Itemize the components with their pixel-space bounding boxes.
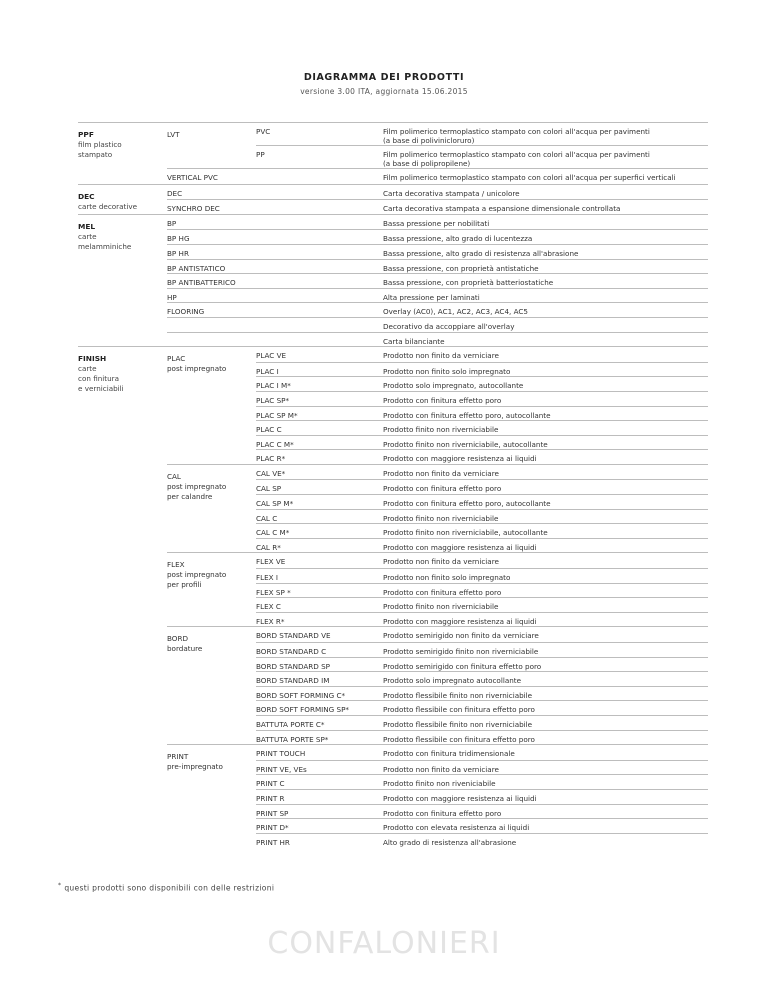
product-name: BORD STANDARD IM: [256, 676, 330, 686]
product-name: PRINT SP: [256, 808, 289, 818]
group-label-line: post impregnato: [167, 364, 227, 374]
description-line: Prodotto con finitura effetto poro: [383, 587, 502, 597]
description-line: Prodotto flessibile con finitura effetto poro: [383, 734, 535, 744]
product-description: [383, 363, 708, 377]
product-name: PLAC I: [256, 366, 279, 376]
table-row: [167, 302, 708, 317]
description-line: Film polimerico termoplastico stampato con colori all'acqua per pavimenti: [383, 150, 650, 159]
table-row: [167, 332, 708, 347]
product-name: [167, 333, 383, 347]
table-row: [256, 597, 708, 612]
description-line: Bassa pressione, alto grado di resistenza all'abrasione: [383, 248, 579, 258]
product-description: [383, 123, 708, 145]
product-description: [383, 716, 708, 730]
group-body: [256, 123, 708, 168]
table-row: [256, 145, 708, 168]
table-row: [256, 435, 708, 450]
section-dec: [78, 184, 708, 214]
group-body: [256, 745, 708, 847]
product-description: [383, 687, 708, 701]
table-row: [256, 479, 708, 494]
description-line: (a base di polipropilene): [383, 159, 471, 168]
group-label-line: PLAC: [167, 354, 186, 364]
description-line: Prodotto con finitura effetto poro, autocollante: [383, 410, 551, 420]
description-line: Prodotto non finito da verniciare: [383, 351, 499, 361]
description-line: Film polimerico termoplastico stampato con colori all'acqua per pavimenti: [383, 127, 650, 136]
product-name: PLAC SP*: [256, 395, 290, 405]
product-description: [383, 790, 708, 804]
group-label-line: bordature: [167, 644, 203, 654]
product-description: [383, 436, 708, 450]
section-subtitle: carte: [78, 231, 97, 241]
group-body: [256, 553, 708, 626]
description-line: Prodotto finito non riverniciabile, autocollante: [383, 439, 548, 449]
product-description: [383, 169, 708, 184]
product-name: FLEX I: [256, 573, 279, 583]
product-name: PVC: [256, 127, 271, 136]
document-header: [0, 72, 768, 96]
product-description: [383, 672, 708, 686]
section-body: [167, 215, 708, 346]
page-subtitle: versione 3.00 ITA, aggiornata 15.06.2015: [300, 87, 468, 96]
product-name: CAL VE*: [256, 468, 286, 478]
table-row: [256, 362, 708, 377]
product-name: PLAC I M*: [256, 381, 291, 391]
product-name: BP ANTISTATICO: [167, 263, 226, 273]
group-label-line: CAL: [167, 471, 181, 481]
product-description: [383, 745, 708, 760]
product-description: [383, 245, 708, 259]
table-row: [256, 686, 708, 701]
product-description: [383, 569, 708, 583]
product-group: [167, 215, 708, 346]
table-row: [256, 804, 708, 819]
table-row: [256, 347, 708, 362]
product-name: PLAC SP M*: [256, 410, 298, 420]
product-description: [383, 761, 708, 775]
description-line: Prodotto non finito da verniciare: [383, 764, 499, 774]
product-name: BORD STANDARD C: [256, 647, 327, 656]
section-body: [167, 185, 708, 214]
product-description: [383, 658, 708, 672]
product-name: FLEX C: [256, 602, 281, 612]
product-description: [383, 347, 708, 362]
table-row: [256, 730, 708, 745]
description-line: Prodotto flessibile finito non riverniciabile: [383, 719, 533, 729]
group-label-line: FLEX: [167, 560, 185, 570]
table-row: [256, 627, 708, 642]
description-line: Decorativo da accoppiare all'overlay: [383, 321, 515, 331]
description-line: Alto grado di resistenza all'abrasione: [383, 837, 517, 847]
product-name: FLEX SP *: [256, 587, 291, 597]
product-name: CAL C: [256, 513, 278, 523]
footnote-mark: *: [58, 882, 62, 889]
table-row: [167, 259, 708, 274]
table-row: [256, 583, 708, 598]
table-row: [167, 215, 708, 230]
product-description: [383, 465, 708, 480]
page-title: DIAGRAMMA DEI PRODOTTI: [303, 72, 465, 83]
group-label: [167, 472, 247, 502]
table-row: [256, 612, 708, 627]
description-line: Prodotto flessibile finito non riverniciabile: [383, 690, 533, 700]
product-name: PLAC VE: [256, 351, 287, 361]
description-line: Prodotto non finito da verniciare: [383, 468, 499, 478]
product-description: [383, 274, 708, 288]
description-line: Prodotto con maggiore resistenza ai liquidi: [383, 793, 537, 803]
table-row: [167, 199, 708, 214]
section-finish: [78, 346, 708, 847]
table-row: [256, 818, 708, 833]
product-group: [167, 168, 708, 184]
description-line: Prodotto con maggiore resistenza ai liquidi: [383, 542, 537, 552]
table-row: [256, 123, 708, 145]
product-description: [383, 834, 708, 848]
table-row: [167, 244, 708, 259]
product-group: [167, 744, 708, 847]
description-line: Prodotto semirigido con finitura effetto poro: [383, 661, 542, 671]
description-line: (a base di polivinicloruro): [383, 136, 475, 145]
table-row: [256, 642, 708, 657]
product-group: [167, 552, 708, 626]
product-name: PRINT C: [256, 779, 285, 789]
description-line: Carta decorativa stampata a espansione dimensionale controllata: [383, 204, 621, 214]
product-description: [383, 731, 708, 745]
table-row: [256, 553, 708, 568]
section-title: MEL: [78, 221, 96, 231]
description-line: Film polimerico termoplastico stampato con colori all'acqua per superfici verticali: [383, 173, 676, 182]
product-name: CAL C M*: [256, 528, 290, 538]
product-description: [383, 289, 708, 303]
product-description: [383, 450, 708, 464]
group-body: [167, 169, 708, 184]
product-description: [383, 643, 708, 657]
group-label: [167, 354, 247, 374]
table-row: [256, 833, 708, 848]
description-line: Prodotto con finitura tridimensionale: [383, 749, 515, 759]
product-name: VERTICAL PVC: [167, 173, 218, 182]
product-description: [383, 392, 708, 406]
product-description: [383, 613, 708, 627]
group-body: [256, 347, 708, 464]
table-row: [256, 715, 708, 730]
section-body: [167, 347, 708, 847]
section-title: DEC: [78, 191, 95, 201]
section-label: [78, 222, 158, 252]
group-body: [167, 185, 708, 214]
product-description: [383, 215, 708, 230]
section-body: [167, 123, 708, 184]
product-description: [383, 377, 708, 391]
product-description: [383, 524, 708, 538]
table-row: [256, 449, 708, 464]
section-ppf: [78, 122, 708, 184]
description-line: Prodotto solo impregnato autocollante: [383, 676, 522, 686]
table-row: [256, 376, 708, 391]
product-description: [383, 539, 708, 553]
section-title: PPF: [78, 130, 94, 139]
group-label-line: BORD: [167, 634, 188, 644]
product-name: HP: [167, 292, 177, 302]
product-description: [383, 584, 708, 598]
product-name: CAL SP M*: [256, 499, 294, 509]
product-description: [383, 230, 708, 244]
table-row: [256, 523, 708, 538]
product-description: [383, 701, 708, 715]
product-name: BP ANTIBATTERICO: [167, 278, 236, 288]
section-subtitle: carte decorative: [78, 201, 138, 211]
product-name: PRINT D*: [256, 823, 289, 833]
section-subtitle: stampato: [78, 150, 113, 159]
section-label: [78, 130, 158, 160]
product-description: [383, 495, 708, 509]
description-line: Prodotto non finito da verniciare: [383, 557, 499, 567]
table-row: [256, 494, 708, 509]
group-label: [167, 560, 247, 590]
product-description: [383, 200, 708, 214]
description-line: Prodotto solo impregnato, autocollante: [383, 381, 524, 391]
product-name: PRINT HR: [256, 837, 290, 847]
product-description: [383, 627, 708, 642]
product-description: [383, 510, 708, 524]
section-subtitle: e verniciabili: [78, 384, 124, 394]
product-description: [383, 598, 708, 612]
table-row: [256, 671, 708, 686]
description-line: Overlay (AC0), AC1, AC2, AC3, AC4, AC5: [383, 307, 528, 317]
product-name: CAL SP: [256, 484, 282, 494]
description-line: Prodotto semirigido finito non riverniciabile: [383, 647, 539, 656]
group-label: [167, 634, 247, 654]
section-subtitle: con finitura: [78, 374, 120, 384]
group-label-line: PRINT: [167, 752, 189, 762]
product-name: DEC: [167, 188, 183, 198]
description-line: Prodotto con maggiore resistenza ai liquidi: [383, 454, 537, 464]
product-name: BP: [167, 218, 177, 228]
table-row: [256, 420, 708, 435]
description-line: Prodotto con finitura effetto poro: [383, 808, 502, 818]
description-line: Prodotto non finito solo impregnato: [383, 573, 511, 583]
description-line: Prodotto finito non riveniciabile: [383, 779, 496, 789]
product-name: BP HR: [167, 248, 189, 258]
group-label-line: per profili: [167, 580, 202, 590]
product-group: [167, 347, 708, 464]
table-row: [256, 509, 708, 524]
description-line: Prodotto con maggiore resistenza ai liquidi: [383, 616, 537, 626]
product-name: PRINT TOUCH: [256, 749, 306, 759]
product-name: PLAC R*: [256, 454, 286, 464]
table-row: [256, 760, 708, 775]
product-description: [383, 146, 708, 168]
description-line: Prodotto flessibile con finitura effetto poro: [383, 705, 535, 715]
product-name: FLEX VE: [256, 557, 286, 567]
product-description: [383, 333, 708, 347]
table-row: [256, 745, 708, 760]
product-name: PLAC C: [256, 425, 282, 435]
product-name: BORD STANDARD VE: [256, 631, 331, 641]
product-group: [167, 185, 708, 214]
product-name: BATTUTA PORTE C*: [256, 719, 325, 729]
product-name: PRINT R: [256, 793, 285, 803]
group-body: [167, 215, 708, 346]
group-label: [167, 752, 247, 772]
product-group: [167, 464, 708, 553]
table-row: [256, 391, 708, 406]
product-name: FLEX R*: [256, 616, 285, 626]
group-label-line: post impregnato: [167, 481, 227, 491]
description-line: Bassa pressione, con proprietà batteriostatiche: [383, 278, 554, 288]
group-label-line: LVT: [167, 130, 180, 139]
description-line: Alta pressione per laminati: [383, 292, 480, 302]
description-line: Prodotto finito non riverniciabile: [383, 425, 499, 435]
group-label-line: pre-impregnato: [167, 762, 223, 772]
product-description: [383, 260, 708, 274]
footnote-text: questi prodotti sono disponibili con delle restrizioni: [64, 883, 275, 893]
section-label: [78, 192, 158, 212]
description-line: Bassa pressione, alto grado di lucentezza: [383, 234, 533, 244]
product-name: PP: [256, 150, 265, 159]
product-description: [383, 185, 708, 200]
group-label-line: post impregnato: [167, 570, 227, 580]
description-line: Bassa pressione, con proprietà antistatiche: [383, 263, 539, 273]
description-line: Bassa pressione per nobilitati: [383, 218, 490, 228]
product-description: [383, 775, 708, 789]
product-description: [383, 480, 708, 494]
section-label: [78, 354, 158, 394]
section-title: FINISH: [78, 354, 107, 364]
table-row: [167, 169, 708, 184]
product-name: FLOORING: [167, 307, 205, 317]
description-line: Carta bilanciante: [383, 336, 445, 346]
product-group: [167, 123, 708, 168]
product-name: PRINT VE, VEs: [256, 764, 307, 774]
table-row: [167, 185, 708, 200]
description-line: Prodotto finito non riverniciabile, autocollante: [383, 528, 548, 538]
product-diagram-table: [78, 122, 708, 847]
product-name: BORD SOFT FORMING C*: [256, 690, 346, 700]
description-line: Prodotto non finito solo impregnato: [383, 366, 511, 376]
product-description: [383, 819, 708, 833]
product-description: [383, 805, 708, 819]
product-group: [167, 626, 708, 744]
description-line: Prodotto finito non riverniciabile: [383, 513, 499, 523]
table-row: [167, 317, 708, 332]
product-name: PLAC C M*: [256, 439, 294, 449]
section-subtitle: carte: [78, 364, 97, 374]
table-row: [167, 288, 708, 303]
product-description: [383, 421, 708, 435]
table-row: [256, 789, 708, 804]
footnote: [58, 882, 274, 893]
product-name: CAL R*: [256, 542, 281, 552]
product-name: BATTUTA PORTE SP*: [256, 734, 329, 744]
description-line: Prodotto con finitura effetto poro: [383, 395, 502, 405]
description-line: Prodotto con finitura effetto poro, autocollante: [383, 499, 551, 509]
section-subtitle: film plastico: [78, 140, 122, 149]
table-row: [256, 700, 708, 715]
group-body: [256, 465, 708, 553]
product-name: BORD SOFT FORMING SP*: [256, 705, 350, 715]
description-line: Carta decorativa stampata / unicolore: [383, 188, 520, 198]
table-row: [256, 657, 708, 672]
group-label-line: per calandre: [167, 491, 213, 501]
description-line: Prodotto con finitura effetto poro: [383, 484, 502, 494]
product-name: [167, 318, 383, 332]
table-row: [256, 538, 708, 553]
table-row: [167, 229, 708, 244]
table-row: [256, 774, 708, 789]
product-description: [383, 303, 708, 317]
product-description: [383, 553, 708, 568]
section-subtitle: melamminiche: [78, 241, 132, 251]
description-line: Prodotto finito non riverniciabile: [383, 602, 499, 612]
description-line: Prodotto semirigido non finito da verniciare: [383, 631, 539, 641]
brand-logo: CONFALONIERI: [267, 926, 501, 961]
description-line: Prodotto con elevata resistenza ai liquidi: [383, 823, 530, 833]
table-row: [256, 465, 708, 480]
product-description: [383, 407, 708, 421]
group-body: [256, 627, 708, 744]
section-mel: [78, 214, 708, 346]
product-description: [383, 318, 708, 332]
product-name: BORD STANDARD SP: [256, 661, 330, 671]
table-row: [256, 406, 708, 421]
product-name: BP HG: [167, 234, 190, 244]
product-name: SYNCHRO DEC: [167, 204, 220, 214]
table-row: [167, 273, 708, 288]
table-row: [256, 568, 708, 583]
group-label: [167, 130, 247, 140]
